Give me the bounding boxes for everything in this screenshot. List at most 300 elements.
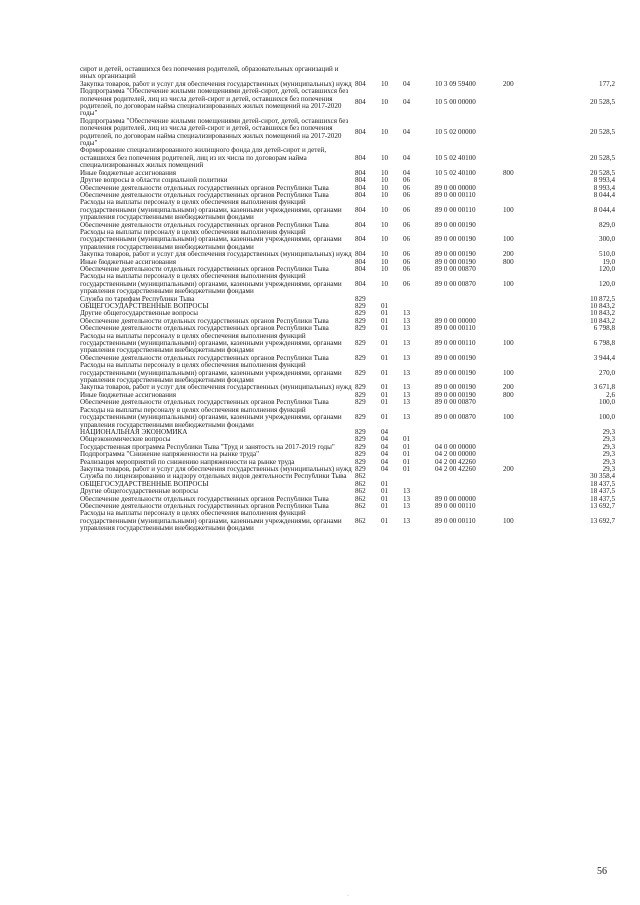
row-expense-type xyxy=(503,318,539,325)
row-expense-type xyxy=(503,444,539,451)
table-row xyxy=(80,384,615,391)
row-section-code: 04 xyxy=(381,451,389,459)
row-ved-code: 804 xyxy=(355,205,366,214)
row-subsection-code: 01 xyxy=(403,458,411,466)
row-target-article: 10 5 02 00000 xyxy=(435,127,476,136)
row-amount: 300,0 xyxy=(599,235,615,244)
row-subsection-code: 13 xyxy=(403,502,411,510)
row-expense-type: 100 xyxy=(503,205,514,214)
row-ved-code: 804 xyxy=(355,80,366,88)
row-target-article: 89 0 00 00190 xyxy=(435,368,476,377)
row-expense-type: 200 xyxy=(503,384,514,392)
row-target-article: 04 2 00 42260 xyxy=(435,458,476,466)
row-expense-type xyxy=(503,177,539,184)
row-amount: 3 944,4 xyxy=(593,354,615,362)
row-name: Формирование специализированного жилищного фонда для детей-сирот и детей, оставшихся без попечения родителей, лиц из их числа по договорам найма специализированных жилых помещений xyxy=(80,147,327,170)
row-target-article: 89 0 00 00110 xyxy=(435,516,476,525)
table-row xyxy=(80,66,615,81)
row-name: Обеспечение деятельности отдельных государственных органов Республики Тыва xyxy=(80,265,329,273)
table-row xyxy=(80,199,615,221)
row-target-article: 89 0 00 00190 xyxy=(435,391,476,399)
row-expense-type xyxy=(503,303,539,310)
row-ved-code: 829 xyxy=(355,451,366,459)
row-expense-type xyxy=(503,481,539,488)
row-name: Расходы на выплаты персоналу в целях обеспечения выполнения функций государственными (муниципальными) органами, казенными учреждениями, органами управления государственными внебюджетными фондами xyxy=(80,273,342,296)
row-ved-code: 829 xyxy=(355,303,366,310)
row-amount: 2,6 xyxy=(606,391,615,399)
row-subsection-code: 13 xyxy=(403,413,411,422)
row-amount: 29,3 xyxy=(602,458,615,466)
row-ved-code: 804 xyxy=(355,184,366,192)
table-row xyxy=(80,399,615,406)
table-row xyxy=(80,222,615,229)
row-section-code: 01 xyxy=(381,495,389,503)
row-ved-code: 862 xyxy=(355,473,366,481)
row-target-article: 89 0 00 00190 xyxy=(435,221,476,229)
row-name: Подпрограмма "Обеспечение жилыми помещениями детей-сирот, детей, оставшихся без попечения родителей, лиц из числа детей-сирот и детей, оставшихся без попечения родителей, по договорам найма специализированных жилых помещений на 2017-2020 годы" xyxy=(80,88,349,118)
row-amount: 8 044,4 xyxy=(593,191,615,199)
table-row xyxy=(80,229,615,251)
row-amount: 20 528,5 xyxy=(590,169,615,177)
row-target-article: 04 0 00 00000 xyxy=(435,443,476,451)
row-subsection-code: 06 xyxy=(403,184,411,192)
row-section-code: 10 xyxy=(381,265,389,273)
row-expense-type: 100 xyxy=(503,339,514,348)
table-row xyxy=(80,510,615,532)
row-expense-type xyxy=(503,503,539,510)
table-row xyxy=(80,444,615,451)
row-target-article: 10 3 09 59400 xyxy=(435,80,476,88)
row-section-code: 10 xyxy=(381,127,389,136)
row-subsection-code: 06 xyxy=(403,177,411,185)
row-section-code: 10 xyxy=(381,98,389,107)
row-amount: 10 843,2 xyxy=(590,303,615,310)
table-row xyxy=(80,88,615,118)
row-ved-code: 804 xyxy=(355,98,366,107)
row-subsection-code xyxy=(403,481,435,488)
row-section-code: 10 xyxy=(381,251,389,259)
table-row xyxy=(80,310,615,317)
row-name: Иные бюджетные ассигнования xyxy=(80,258,177,266)
row-amount: 100,0 xyxy=(599,413,615,422)
row-subsection-code: 04 xyxy=(403,169,411,177)
table-row xyxy=(80,170,615,177)
row-expense-type xyxy=(503,399,539,406)
row-target-article: 04 2 00 42260 xyxy=(435,465,476,473)
row-section-code: 01 xyxy=(381,480,389,488)
row-ved-code: 829 xyxy=(355,458,366,466)
row-name: Государственная программа Республики Тыва "Труд и занятость на 2017-2019 годы" xyxy=(80,443,335,451)
table-row xyxy=(80,303,615,310)
row-name: Расходы на выплаты персоналу в целях обеспечения выполнения функций государственными (муниципальными) органами, казенными учреждениями, органами управления государственными внебюджетными фондами xyxy=(80,406,342,429)
row-amount: 6 798,8 xyxy=(593,325,615,333)
row-expense-type: 200 xyxy=(503,251,514,259)
row-subsection-code: 06 xyxy=(403,235,411,244)
row-expense-type xyxy=(503,488,539,495)
row-name: Обеспечение деятельности отдельных государственных органов Республики Тыва xyxy=(80,221,329,229)
row-name: Обеспечение деятельности отдельных государственных органов Республики Тыва xyxy=(80,317,329,325)
row-ved-code: 804 xyxy=(355,235,366,244)
row-name: Обеспечение деятельности отдельных государственных органов Республики Тыва xyxy=(80,495,329,503)
row-name: Расходы на выплаты персоналу в целях обеспечения выполнения функций государственными (муниципальными) органами, казенными учреждениями, органами управления государственными внебюджетными фондами xyxy=(80,362,342,385)
row-subsection-code xyxy=(403,66,435,81)
row-name: Общеэкономические вопросы xyxy=(80,436,171,444)
row-name: Расходы на выплаты персоналу в целях обеспечения выполнения функций государственными (муниципальными) органами, казенными учреждениями, органами управления государственными внебюджетными фондами xyxy=(80,199,342,222)
row-ved-code: 829 xyxy=(355,354,366,362)
table-row xyxy=(80,481,615,488)
row-name: НАЦИОНАЛЬНАЯ ЭКОНОМИКА xyxy=(80,428,188,436)
row-target-article xyxy=(435,66,503,81)
row-amount: 29,3 xyxy=(602,436,615,444)
row-amount: 8 993,4 xyxy=(593,184,615,192)
row-ved-code: 804 xyxy=(355,221,366,229)
row-ved-code: 829 xyxy=(355,384,366,392)
row-section-code: 04 xyxy=(381,428,389,436)
row-ved-code: 829 xyxy=(355,325,366,333)
row-expense-type xyxy=(503,88,539,118)
row-amount: 829,0 xyxy=(599,221,615,229)
table-row xyxy=(80,177,615,184)
row-amount: 20 528,5 xyxy=(590,98,615,107)
table-row xyxy=(80,251,615,258)
row-expense-type: 100 xyxy=(503,235,514,244)
row-name: Служба по лицензированию и надзору отдельных видов деятельности Республики Тыва xyxy=(80,473,347,481)
row-amount: 10 843,2 xyxy=(590,310,615,318)
row-amount: 29,3 xyxy=(602,465,615,473)
row-amount: 18 437,5 xyxy=(590,480,615,488)
row-section-code: 01 xyxy=(381,391,389,399)
row-amount: 177,2 xyxy=(599,80,615,88)
row-subsection-code: 04 xyxy=(403,80,411,88)
row-subsection-code: 13 xyxy=(403,368,411,377)
row-target-article: 89 0 00 00870 xyxy=(435,265,476,273)
row-ved-code xyxy=(355,66,381,81)
row-subsection-code: 06 xyxy=(403,221,411,229)
row-target-article: 89 0 00 00110 xyxy=(435,325,476,333)
row-section-code: 01 xyxy=(381,488,389,496)
row-ved-code: 804 xyxy=(355,127,366,136)
row-target-article: 89 0 00 00870 xyxy=(435,279,476,288)
row-subsection-code: 04 xyxy=(403,127,411,136)
row-ved-code: 804 xyxy=(355,169,366,177)
row-name: ОБЩЕГОСУДАРСТВЕННЫЕ ВОПРОСЫ xyxy=(80,480,209,488)
page-number: 56 xyxy=(597,866,607,877)
row-section-code: 01 xyxy=(381,413,389,422)
row-target-article: 10 5 02 40100 xyxy=(435,169,476,177)
row-name: Расходы на выплаты персоналу в целях обеспечения выполнения функций государственными (муниципальными) органами, казенными учреждениями, органами управления государственными внебюджетными фондами xyxy=(80,332,342,355)
row-target-article: 89 0 00 00190 xyxy=(435,235,476,244)
row-expense-type: 100 xyxy=(503,368,514,377)
row-amount: 29,3 xyxy=(602,428,615,436)
row-section-code: 04 xyxy=(381,465,389,473)
row-subsection-code xyxy=(403,473,435,480)
row-ved-code: 829 xyxy=(355,339,366,348)
row-subsection-code: 06 xyxy=(403,205,411,214)
budget-table-body xyxy=(80,66,615,533)
row-section-code: 01 xyxy=(381,384,389,392)
row-name: Закупка товаров, работ и услуг для обеспечения государственных (муниципальных) нужд xyxy=(80,80,352,88)
row-name: Иные бюджетные ассигнования xyxy=(80,391,177,399)
table-row xyxy=(80,355,615,362)
row-subsection-code: 06 xyxy=(403,258,411,266)
row-subsection-code: 06 xyxy=(403,265,411,273)
table-row xyxy=(80,118,615,148)
row-amount: 29,3 xyxy=(602,451,615,459)
table-row xyxy=(80,273,615,295)
table-row xyxy=(80,429,615,436)
row-subsection-code: 01 xyxy=(403,451,411,459)
row-name: Обеспечение деятельности отдельных государственных органов Республики Тыва xyxy=(80,184,329,192)
row-expense-type xyxy=(503,436,539,443)
row-target-article: 89 0 00 00110 xyxy=(435,191,476,199)
row-target-article: 10 5 00 00000 xyxy=(435,98,476,107)
row-amount: 8 044,4 xyxy=(593,205,615,214)
row-expense-type xyxy=(503,296,539,303)
row-amount: 13 692,7 xyxy=(590,516,615,525)
row-name: Расходы на выплаты персоналу в целях обеспечения выполнения функций государственными (муниципальными) органами, казенными учреждениями, органами управления государственными внебюджетными фондами xyxy=(80,510,342,533)
row-section-code: 01 xyxy=(381,399,389,407)
row-expense-type xyxy=(503,147,539,169)
row-subsection-code: 04 xyxy=(403,98,411,107)
budget-table xyxy=(80,66,615,533)
row-target-article xyxy=(435,488,503,495)
row-amount: 19,0 xyxy=(602,258,615,266)
row-amount: 510,0 xyxy=(599,251,615,259)
table-row xyxy=(80,488,615,495)
row-target-article: 89 0 00 00190 xyxy=(435,258,476,266)
row-section-code xyxy=(381,473,403,480)
row-name: ОБЩЕГОСУДАРСТВЕННЫЕ ВОПРОСЫ xyxy=(80,303,209,310)
row-section-code: 04 xyxy=(381,443,389,451)
row-amount: 6 798,8 xyxy=(593,339,615,348)
table-row xyxy=(80,392,615,399)
row-amount: 29,3 xyxy=(602,443,615,451)
row-expense-type xyxy=(503,222,539,229)
row-section-code: 01 xyxy=(381,368,389,377)
row-expense-type: 100 xyxy=(503,413,514,422)
table-row xyxy=(80,407,615,429)
row-amount: 10 843,2 xyxy=(590,317,615,325)
row-subsection-code: 13 xyxy=(403,488,411,496)
row-name: Другие вопросы в области социальной политики xyxy=(80,177,228,185)
table-row xyxy=(80,496,615,503)
row-expense-type xyxy=(503,266,539,273)
row-name: Другие общегосударственные вопросы xyxy=(80,310,198,318)
row-subsection-code: 06 xyxy=(403,191,411,199)
row-subsection-code: 13 xyxy=(403,384,411,392)
row-section-code: 01 xyxy=(381,516,389,525)
row-subsection-code: 04 xyxy=(403,153,411,162)
row-subsection-code xyxy=(403,303,435,310)
row-section-code: 10 xyxy=(381,221,389,229)
row-ved-code: 862 xyxy=(355,488,366,496)
table-row xyxy=(80,503,615,510)
row-name: Обеспечение деятельности отдельных государственных органов Республики Тыва xyxy=(80,502,329,510)
row-target-article: 89 0 00 00870 xyxy=(435,399,476,407)
row-expense-type: 200 xyxy=(503,465,514,473)
row-target-article xyxy=(435,296,503,303)
row-target-article: 89 0 00 00190 xyxy=(435,251,476,259)
row-name: сирот и детей, оставшихся без попечения родителей, образовательных организаций и иных организаций xyxy=(80,66,339,81)
row-target-article: 89 0 00 00870 xyxy=(435,413,476,422)
row-ved-code: 829 xyxy=(355,310,366,318)
row-target-article xyxy=(435,177,503,184)
row-section-code: 10 xyxy=(381,184,389,192)
row-subsection-code: 13 xyxy=(403,325,411,333)
row-expense-type xyxy=(503,325,539,332)
row-ved-code: 804 xyxy=(355,251,366,259)
row-section-code: 10 xyxy=(381,169,389,177)
row-section-code: 10 xyxy=(381,279,389,288)
row-section-code: 01 xyxy=(381,317,389,325)
row-target-article: 89 0 00 00110 xyxy=(435,502,476,510)
row-ved-code: 862 xyxy=(355,502,366,510)
row-expense-type: 800 xyxy=(503,169,514,177)
row-expense-type xyxy=(503,451,539,458)
row-ved-code: 829 xyxy=(355,428,366,436)
row-section-code xyxy=(381,66,403,81)
row-amount xyxy=(539,66,615,81)
row-target-article xyxy=(435,429,503,436)
row-section-code: 04 xyxy=(381,458,389,466)
row-name: Закупка товаров, работ и услуг для обеспечения государственных (муниципальных) нужд xyxy=(80,384,352,392)
row-section-code: 10 xyxy=(381,80,389,88)
row-target-article: 89 0 00 00000 xyxy=(435,495,476,503)
row-section-code: 04 xyxy=(381,436,389,444)
row-amount: 120,0 xyxy=(599,265,615,273)
table-row xyxy=(80,259,615,266)
row-section-code: 10 xyxy=(381,153,389,162)
row-section-code: 10 xyxy=(381,177,389,185)
row-subsection-code: 13 xyxy=(403,391,411,399)
row-subsection-code: 13 xyxy=(403,516,411,525)
row-target-article: 89 0 00 00190 xyxy=(435,384,476,392)
table-row xyxy=(80,362,615,384)
row-ved-code: 829 xyxy=(355,465,366,473)
row-subsection-code xyxy=(403,296,435,303)
row-name: Иные бюджетные ассигнования xyxy=(80,169,177,177)
table-row xyxy=(80,147,615,169)
row-section-code: 01 xyxy=(381,310,389,318)
row-name: Обеспечение деятельности отдельных государственных органов Республики Тыва xyxy=(80,325,329,333)
row-amount: 18 437,5 xyxy=(590,495,615,503)
row-ved-code: 862 xyxy=(355,495,366,503)
table-row xyxy=(80,333,615,355)
row-name: Закупка товаров, работ и услуг для обеспечения государственных (муниципальных) нужд xyxy=(80,251,352,259)
row-section-code: 01 xyxy=(381,354,389,362)
row-target-article: 89 0 00 00110 xyxy=(435,205,476,214)
row-name: Другие общегосударственные вопросы xyxy=(80,488,198,496)
scan-mark: · xyxy=(347,893,349,899)
row-section-code: 10 xyxy=(381,235,389,244)
row-ved-code: 804 xyxy=(355,258,366,266)
row-amount: 3 671,8 xyxy=(593,384,615,392)
row-expense-type xyxy=(503,118,539,148)
row-name: Закупка товаров, работ и услуг для обеспечения государственных (муниципальных) нужд xyxy=(80,465,352,473)
row-expense-type: 800 xyxy=(503,391,514,399)
row-ved-code: 829 xyxy=(355,413,366,422)
table-row xyxy=(80,473,615,480)
row-section-code: 10 xyxy=(381,205,389,214)
row-subsection-code: 06 xyxy=(403,251,411,259)
table-row xyxy=(80,296,615,303)
row-name: Расходы на выплаты персоналу в целях обеспечения выполнения функций государственными (муниципальными) органами, казенными учреждениями, органами управления государственными внебюджетными фондами xyxy=(80,228,342,251)
row-name: Обеспечение деятельности отдельных государственных органов Республики Тыва xyxy=(80,354,329,362)
row-name: Служба по тарифам Республики Тыва xyxy=(80,295,195,303)
row-section-code: 10 xyxy=(381,258,389,266)
row-expense-type xyxy=(503,192,539,199)
row-subsection-code: 01 xyxy=(403,436,411,444)
row-expense-type xyxy=(503,459,539,466)
row-amount: 120,0 xyxy=(599,279,615,288)
table-row xyxy=(80,466,615,473)
row-target-article xyxy=(435,481,503,488)
row-ved-code: 804 xyxy=(355,279,366,288)
row-expense-type: 100 xyxy=(503,279,514,288)
row-subsection-code xyxy=(403,429,435,436)
row-ved-code: 829 xyxy=(355,399,366,407)
row-ved-code: 804 xyxy=(355,153,366,162)
row-amount: 100,0 xyxy=(599,399,615,407)
row-expense-type: 100 xyxy=(503,516,514,525)
row-ved-code: 804 xyxy=(355,265,366,273)
row-subsection-code: 01 xyxy=(403,443,411,451)
row-expense-type xyxy=(503,355,539,362)
row-expense-type xyxy=(503,66,539,81)
row-subsection-code: 13 xyxy=(403,339,411,348)
row-amount: 18 437,5 xyxy=(590,488,615,496)
table-row xyxy=(80,436,615,443)
row-name: Обеспечение деятельности отдельных государственных органов Республики Тыва xyxy=(80,399,329,407)
row-expense-type: 200 xyxy=(503,80,514,88)
row-amount: 10 872,5 xyxy=(590,295,615,303)
row-expense-type xyxy=(503,429,539,436)
row-target-article: 89 0 00 00190 xyxy=(435,354,476,362)
row-ved-code: 829 xyxy=(355,368,366,377)
table-row xyxy=(80,459,615,466)
row-expense-type xyxy=(503,496,539,503)
table-row xyxy=(80,318,615,325)
row-amount: 270,0 xyxy=(599,368,615,377)
row-ved-code: 862 xyxy=(355,480,366,488)
row-ved-code: 804 xyxy=(355,177,366,185)
row-target-article xyxy=(435,436,503,443)
row-subsection-code: 13 xyxy=(403,495,411,503)
row-section-code xyxy=(381,296,403,303)
row-ved-code: 829 xyxy=(355,443,366,451)
row-name: Подпрограмма "Снижение напряженности на рынке труда" xyxy=(80,451,260,459)
row-name: Реализация мероприятий по снижению напряженности на рынке труда xyxy=(80,458,295,466)
row-amount: 20 528,5 xyxy=(590,153,615,162)
row-target-article xyxy=(435,303,503,310)
table-row xyxy=(80,185,615,192)
table-row xyxy=(80,325,615,332)
row-subsection-code: 13 xyxy=(403,354,411,362)
row-expense-type xyxy=(503,473,539,480)
row-ved-code: 829 xyxy=(355,295,366,303)
row-section-code: 01 xyxy=(381,303,389,310)
row-target-article: 04 2 00 00000 xyxy=(435,451,476,459)
row-expense-type xyxy=(503,185,539,192)
row-target-article xyxy=(435,473,503,480)
row-expense-type: 800 xyxy=(503,258,514,266)
row-section-code: 01 xyxy=(381,325,389,333)
row-subsection-code: 13 xyxy=(403,310,411,318)
row-name: Подпрограмма "Обеспечение жилыми помещениями детей-сирот, детей, оставшихся без попечения родителей, лиц из числа детей-сирот и детей, оставшихся без попечения родителей, по договорам найма специализированных жилых помещений на 2017-2020 годы" xyxy=(80,117,349,148)
row-ved-code: 862 xyxy=(355,516,366,525)
row-section-code: 01 xyxy=(381,502,389,510)
row-amount: 30 358,4 xyxy=(590,473,615,481)
